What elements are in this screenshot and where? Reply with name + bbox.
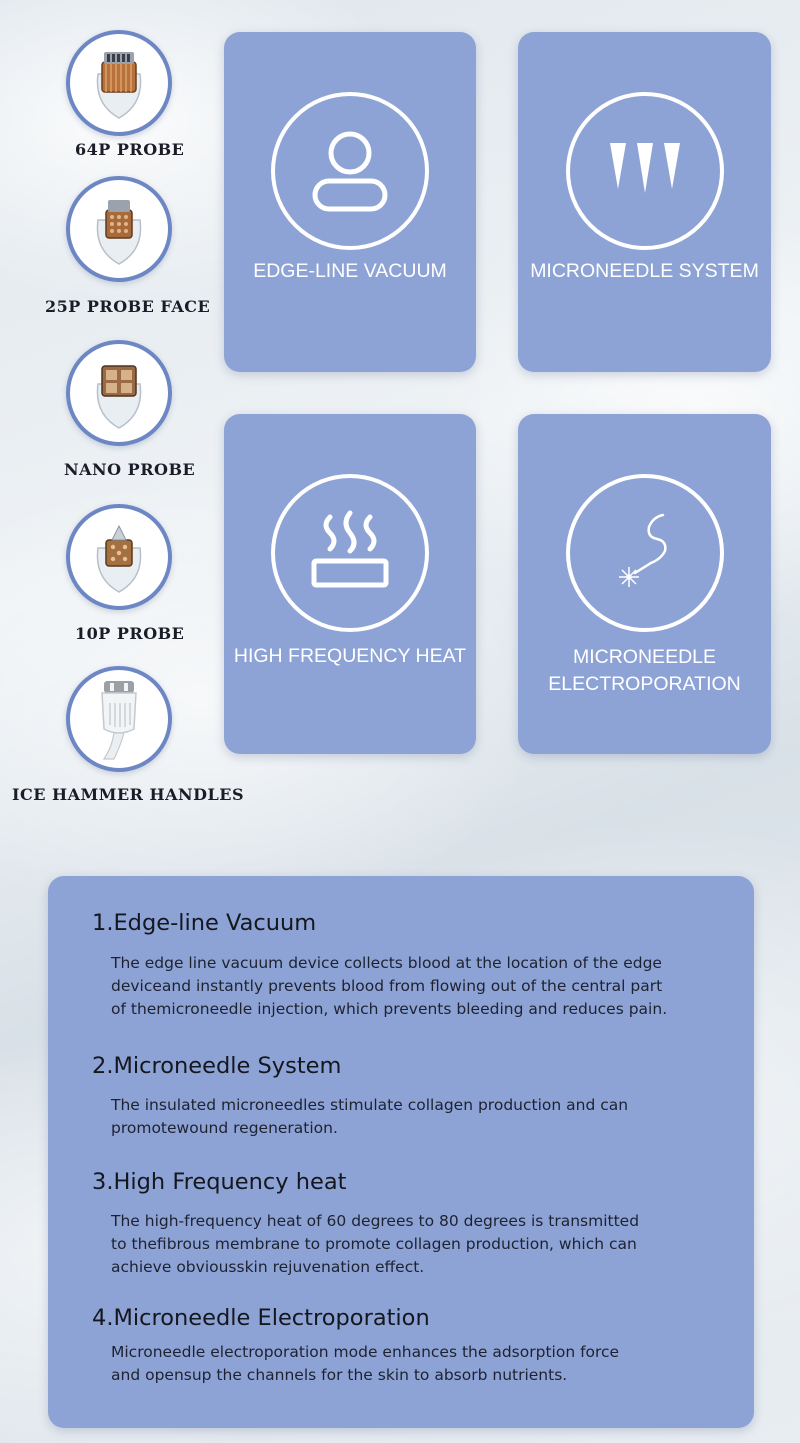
feature-card-microneedle-electroporation [518,414,771,754]
nano-probe-circle [66,340,172,446]
probe-10p-icon [84,518,154,596]
body-line: Microneedle electroporation mode enhances the adsorption force [111,1343,620,1361]
section-body-high-frequency-heat [111,1210,741,1279]
body-line: and opensup the channels for the skin to absorb nutrients. [111,1366,568,1384]
body-line: The edge line vacuum device collects blood at the location of the edge [111,954,662,972]
section-title-microneedle-system: 2.Microneedle System [92,1053,342,1079]
body-line: of themicroneedle injection, which prevents bleeding and reduces pain. [111,1000,668,1018]
section-title-edge-line-vacuum: 1.Edge-line Vacuum [92,910,317,936]
feature-label: HIGH FREQUENCY HEAT [233,645,467,667]
probe-25p-label: 25P PROBE FACE [45,297,211,316]
feature-card-microneedle-system [518,32,771,372]
body-line: The insulated microneedles stimulate collagen production and can [111,1096,629,1114]
probe-10p-label: 10P PROBE [75,624,185,643]
description-panel [48,876,754,1428]
probe-10p-circle [66,504,172,610]
probe-64p-circle [66,30,172,136]
nano-probe-icon [84,354,154,432]
person-vacuum-icon [271,92,429,250]
section-title-high-frequency-heat: 3.High Frequency heat [92,1169,347,1195]
heat-icon [271,474,429,632]
section-body-edge-line-vacuum [111,952,741,1021]
body-line: deviceand instantly prevents blood from flowing out of the central part [111,977,663,995]
feature-label: EDGE-LINE VACUUM [253,260,447,282]
nano-probe-label: NANO PROBE [64,460,196,479]
feature-label-line1: MICRONEEDLE [572,646,717,668]
probe-64p-label: 64P PROBE [75,140,185,159]
section-title-microneedle-electroporation: 4.Microneedle Electroporation [92,1305,430,1331]
body-line: achieve obviousskin rejuvenation effect. [111,1258,425,1276]
body-line: promotewound regeneration. [111,1119,338,1137]
probe-64p-icon [84,44,154,122]
body-line: The high-frequency heat of 60 degrees to 80 degrees is transmitted [111,1212,640,1230]
feature-card-high-frequency-heat [224,414,476,754]
section-body-microneedle-system [111,1094,741,1140]
microneedle-icon [566,92,724,250]
ice-hammer-icon [84,677,154,761]
feature-label: MICRONEEDLE SYSTEM [530,260,759,282]
probe-25p-icon [84,190,154,268]
feature-card-edge-line-vacuum [224,32,476,372]
body-line: to thefibrous membrane to promote collagen production, which can [111,1235,637,1253]
electroporation-icon [566,474,724,632]
ice-hammer-circle [66,666,172,772]
probe-25p-circle [66,176,172,282]
section-body-microneedle-electroporation [111,1341,741,1387]
ice-hammer-label: ICE HAMMER HANDLES [12,785,245,804]
feature-label-line2: ELECTROPORATION [548,673,741,695]
